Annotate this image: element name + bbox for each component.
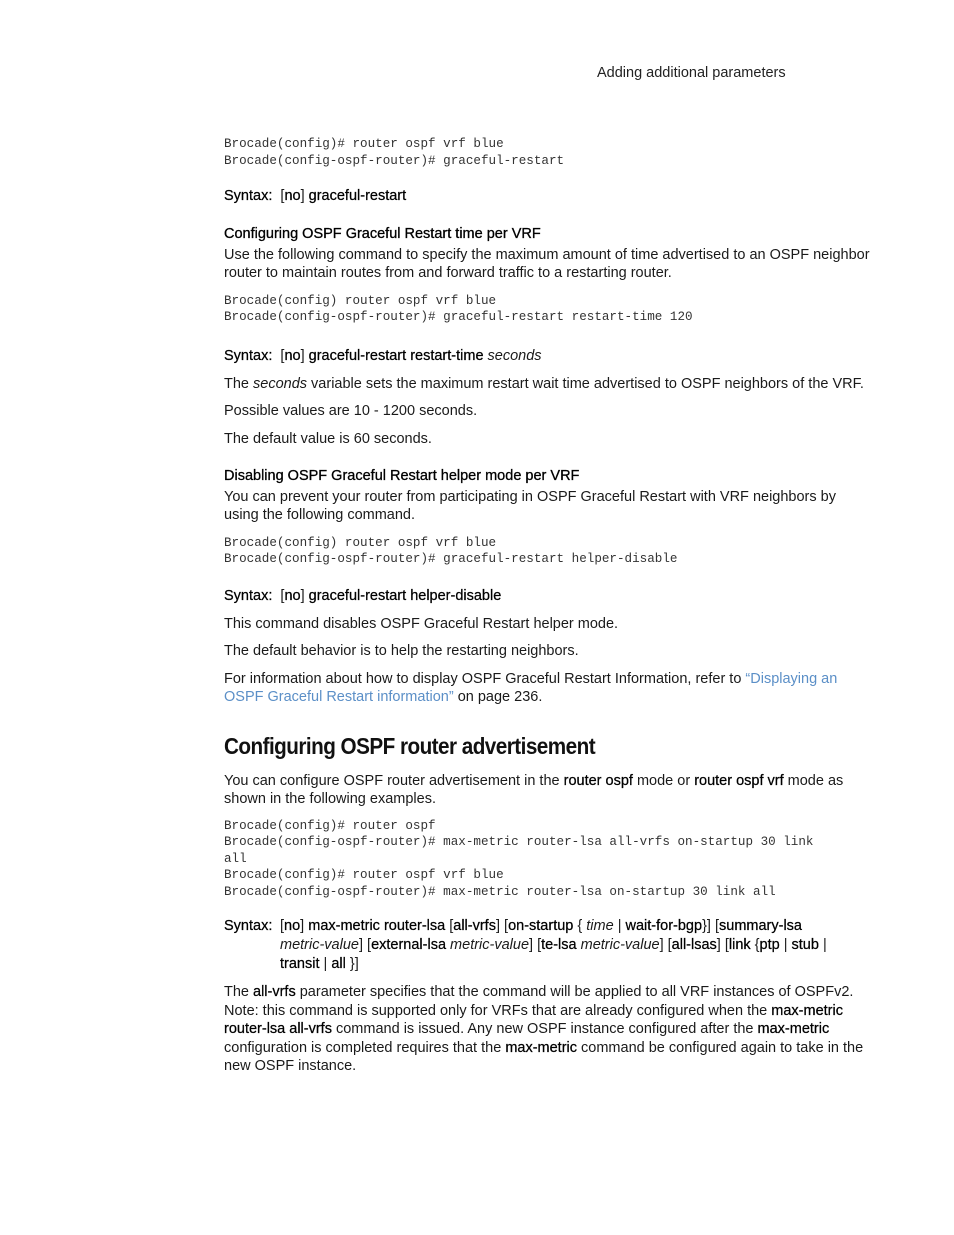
syntax-command: graceful-restart [308, 188, 407, 204]
paragraph-seconds-desc: The seconds variable sets the maximum restart wait time advertised to OSPF neighbors of the VRF. [224, 375, 864, 392]
syntax-graceful-restart: Syntax: [no] graceful-restart [224, 188, 407, 204]
page-content [224, 136, 874, 1076]
paragraph-helper-desc: This command disables OSPF Graceful Restart helper mode. [224, 615, 619, 632]
syntax-label: Syntax: [224, 188, 273, 204]
paragraph-advertisement-intro: You can configure OSPF router advertisement in the router ospf mode or router ospf vrf mode as shown in the following examples. [224, 772, 844, 807]
paragraph-helper-default: The default behavior is to help the restarting neighbors. [224, 643, 579, 659]
paragraph-possible-values: Possible values are 10 - 1200 seconds. [224, 403, 478, 419]
subheading-helper-mode: Disabling OSPF Graceful Restart helper mode per VRF [224, 468, 580, 484]
code-example-graceful-restart: Brocade(config)# router ospf vrf blue Brocade(config-ospf-router)# graceful-restart [224, 137, 565, 168]
paragraph-default-value: The default value is 60 seconds. [224, 430, 432, 447]
running-header: Adding additional parameters [597, 65, 786, 81]
section-heading-router-advertisement: Configuring OSPF router advertisement [224, 732, 596, 759]
syntax-helper-disable: Syntax: [no] graceful-restart helper-disable [224, 587, 502, 604]
syntax-max-metric [224, 917, 874, 974]
syntax-restart-time: Syntax: [no] graceful-restart restart-time seconds [224, 347, 542, 364]
subheading-restart-time: Configuring OSPF Graceful Restart time per VRF [224, 226, 541, 242]
paragraph-all-vrfs-desc: The all-vrfs parameter specifies that the command will be applied to all VRF instances of OSPFv2. Note: this command is supported only for VRFs that are already configured when the max-metric router-lsa all-vrfs command is issued. Any new OSPF instance configured after the max-metric configuration is completed requires that the max-metric command be configured again to take in the new OSPF instance. [224, 984, 864, 1074]
code-example-helper-disable: Brocade(config) router ospf vrf blue Brocade(config-ospf-router)# graceful-restart helper-disable [224, 535, 678, 566]
paragraph-helper-intro: You can prevent your router from participating in OSPF Graceful Restart with VRF neighbors by using the following command. [224, 488, 836, 523]
cross-reference-link[interactable]: “Displaying an OSPF Graceful Restart information” [224, 670, 838, 705]
syntax-body: [no] max-metric router-lsa [all-vrfs] [on-startup { time | wait-for-bgp}] [summary-lsa metric-value] [external-lsa metric-value] [te-lsa metric-value] [all-lsas] [link {ptp | stub | transit | all }] [280, 918, 827, 972]
paragraph-reference: For information about how to display OSPF Graceful Restart Information, refer to “Displaying an OSPF Graceful Restart information” on page 236. [224, 670, 838, 705]
paragraph-restart-time-intro: Use the following command to specify the maximum amount of time advertised to an OSPF neighbor router to maintain routes from and forward traffic to a restarting router. [224, 246, 870, 281]
code-example-restart-time: Brocade(config) router ospf vrf blue Brocade(config-ospf-router)# graceful-restart restart-time 120 [224, 293, 693, 324]
syntax-label: Syntax: [224, 918, 273, 934]
code-example-max-metric: Brocade(config)# router ospf Brocade(config-ospf-router)# max-metric router-lsa all-vrfs on-startup 30 link all Brocade(config)# router ospf vrf blue Brocade(config-ospf-router)# max-metric router-lsa on-startup 30 link all [224, 818, 814, 899]
